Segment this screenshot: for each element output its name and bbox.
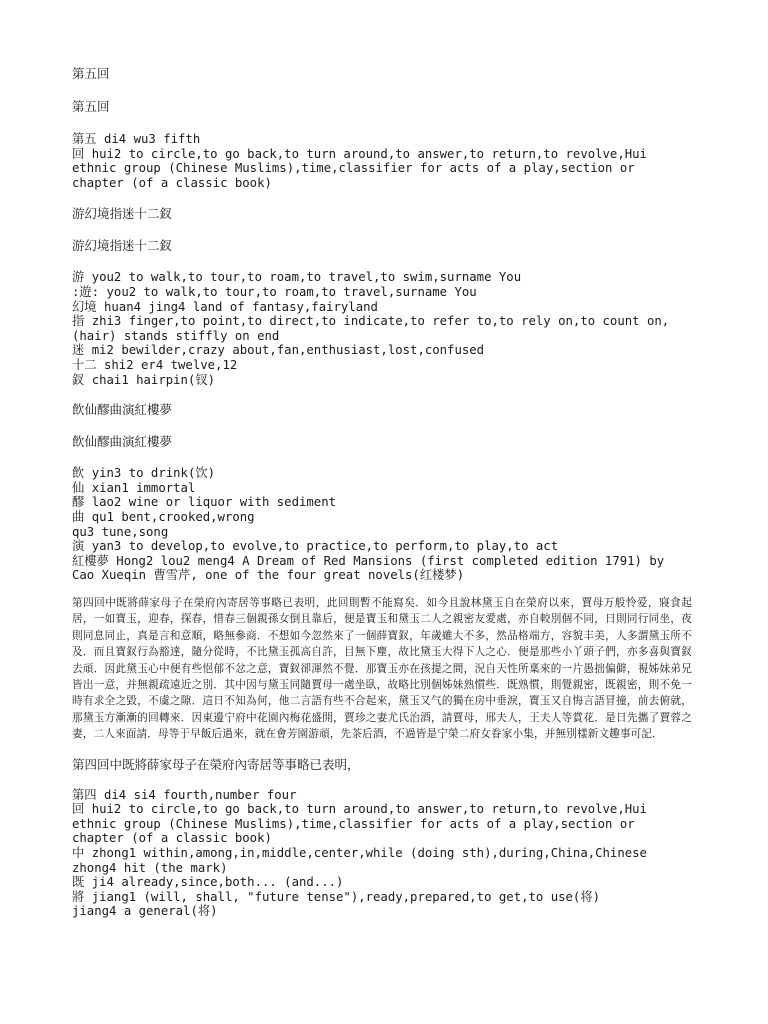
gloss-line: 醪 lao2 wine or liquor with sediment: [72, 495, 337, 510]
chapter-heading: 第五回: [72, 66, 110, 81]
paragraph-spacer: [72, 222, 712, 238]
chapter-heading: 游幻境指迷十二釵: [72, 238, 173, 254]
gloss-line: 指 zhi3 finger,to point,to direct,to indicate,to refer to,to rely on,to count on,: [72, 314, 670, 329]
gloss-line: :遊: you2 to walk,to tour,to roam,to travel,surname You: [72, 284, 477, 299]
gloss-line: qu3 tune,song: [72, 524, 169, 539]
paragraph-spacer: [72, 190, 712, 206]
gloss-line: Cao Xueqin 曹雪芹, one of the four great novels(红楼梦): [72, 568, 465, 583]
gloss-line: jiang4 a general(将): [72, 904, 218, 919]
gloss-line: (hair) stands stiffly on end: [72, 328, 280, 343]
gloss-line: 紅樓夢 Hong2 lou2 meng4 A Dream of Red Mansions (first completed edition 1791) by: [72, 553, 665, 568]
gloss-line: 幻境 huan4 jing4 land of fantasy,fairyland: [72, 299, 378, 314]
gloss-line: 第四 di4 si4 fourth,number four: [72, 787, 297, 802]
vocabulary-gloss: [72, 788, 712, 919]
paragraph-spacer: [72, 418, 712, 434]
gloss-line: 第五 di4 wu3 fifth: [72, 132, 201, 146]
chapter-heading: 第五回: [72, 99, 110, 114]
gloss-line: 飲 yin3 to drink(饮): [72, 466, 216, 481]
paragraph-spacer: [72, 583, 712, 595]
gloss-line: 回 hui2 to circle,to go back,to turn around,to answer,to return,to revolve,Hui: [72, 146, 647, 161]
vocabulary-gloss: [72, 132, 712, 190]
chapter-heading: 飲仙醪曲演紅樓夢: [72, 402, 173, 418]
paragraph-spacer: [72, 773, 712, 788]
gloss-line: 既 ji4 already,since,both... (and...): [72, 875, 344, 890]
paragraph-spacer: [72, 82, 712, 99]
gloss-line: 回 hui2 to circle,to go back,to turn around,to answer,to return,to revolve,Hui: [72, 802, 647, 817]
paragraph-spacer: [72, 115, 712, 132]
gloss-line: 迷 mi2 bewilder,crazy about,fan,enthusiast,lost,confused: [72, 343, 485, 358]
chapter-prose-paragraph: 第四回中既將薛家母子在榮府內寄居等事略已表明，此回則暫不能寫矣．如今且說林黛玉自在榮府以來，賈母万般怜爱，寢食起居，一如寶玉，迎春，探春，惜春三個親孫女倒且靠后，便是寶玉和黛玉二人之親密友愛處，亦自較別個不同，日則同行同坐，夜則同息同止，真是言和意順，略無參商．不想如今忽然來了一個薛寶釵，年歲雖大不多，然品格端方，容貌丰美，人多謂黛玉所不及．而且寶釵行為豁達，隨分從時，不比黛玉孤高自許，目無下塵，故比黛玉大得下人之心．便是那些小丫頭子們，亦多喜與寶釵去頑．因此黛玉心中便有些悒郁不忿之意，寶釵卻渾然不覺．那寶玉亦在孩提之間，況自天性所稟來的一片愚拙偏僻，視姊妹弟兄皆出一意，并無親疏遠近之別．其中因与黛玉同隨賈母一處坐臥，故略比別個姊妹熟慣些．既熟慣，則覺親密，既親密，則不免一時有求全之毀，不虞之隙．這日不知為何，他二言語有些不合起來，黛玉又气的獨在房中垂淚，寶玉又自悔言語冒撞，前去俯就，那黛玉方漸漸的回轉來．因東邊宁府中花園內梅花盛開，賈珍之妻尤氏治酒，請賈母，邢夫人，王夫人等賞花．是日先攜了賈蓉之妻，二人來面請．母等于早飯后過來，就在會芳園游頑，先茶后酒，不過皆是宁榮二府女眷家小集，并無別樣新文趣事可記．: [72, 596, 692, 741]
gloss-line: 十二 shi2 er4 twelve,12: [72, 357, 238, 372]
gloss-line: 釵 chai1 hairpin(钗): [72, 372, 216, 387]
paragraph-spacer: [72, 450, 712, 466]
gloss-line: chapter (of a classic book): [72, 175, 272, 190]
document-page: [72, 66, 712, 919]
chapter-heading: 第四回中既將薛家母子在榮府內寄居等事略已表明，: [72, 756, 360, 772]
gloss-line: ethnic group (Chinese Muslims),time,classifier for acts of a play,section or: [72, 161, 635, 176]
gloss-line: 仙 xian1 immortal: [72, 480, 196, 495]
gloss-line: zhong4 hit (the mark): [72, 860, 228, 875]
vocabulary-gloss: [72, 466, 712, 583]
vocabulary-gloss: [72, 270, 712, 387]
gloss-line: 將 jiang1 (will, shall, "future tense"),ready,prepared,to get,to use(将): [72, 889, 601, 904]
gloss-line: 曲 qu1 bent,crooked,wrong: [72, 509, 255, 524]
chapter-heading: 游幻境指迷十二釵: [72, 206, 173, 222]
gloss-line: 中 zhong1 within,among,in,middle,center,while (doing sth),during,China,Chinese: [72, 845, 647, 860]
gloss-line: 演 yan3 to develop,to evolve,to practice,to perform,to play,to act: [72, 539, 559, 554]
chapter-heading: 飲仙醪曲演紅樓夢: [72, 434, 173, 450]
gloss-line: chapter (of a classic book): [72, 831, 272, 846]
paragraph-spacer: [72, 254, 712, 270]
paragraph-spacer: [72, 387, 712, 402]
paragraph-spacer: [72, 743, 712, 757]
gloss-line: 游 you2 to walk,to tour,to roam,to travel,to swim,surname You: [72, 270, 522, 285]
gloss-line: ethnic group (Chinese Muslims),time,classifier for acts of a play,section or: [72, 816, 635, 831]
